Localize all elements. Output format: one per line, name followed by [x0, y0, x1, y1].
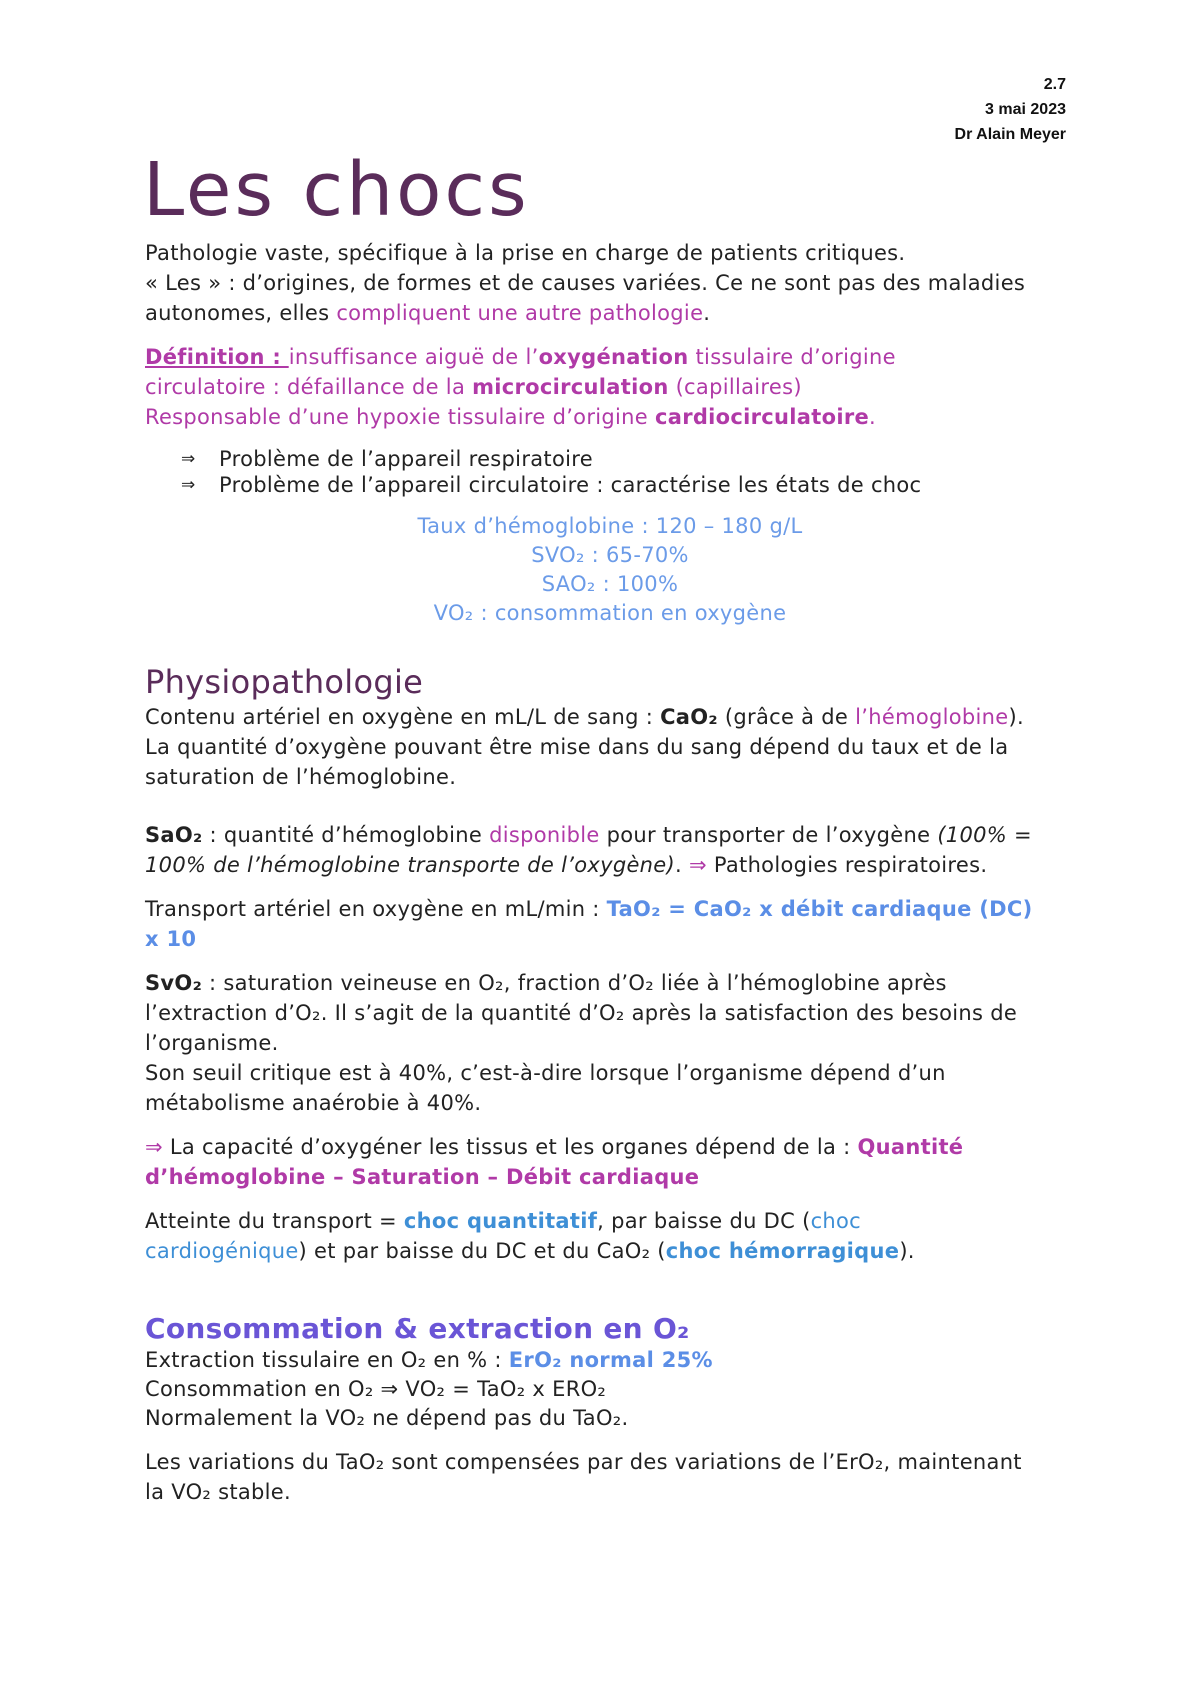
text-line — [145, 820, 1075, 850]
text-span: autonomes, elles — [145, 301, 337, 325]
list-item-text: Problème de l’appareil respiratoire — [219, 447, 593, 471]
reference-values — [145, 512, 1075, 628]
list-item-text: Problème de l’appareil circulatoire : caractérise les états de choc — [219, 473, 922, 497]
text-span: (capillaires) — [668, 375, 802, 399]
arrow-icon: ⇒ — [145, 1135, 163, 1159]
highlight-span: compliquent une autre pathologie — [336, 301, 704, 325]
reference-value: VO₂ : consommation en oxygène — [433, 601, 787, 625]
text-span: insuffisance aiguë de l’ — [288, 345, 539, 369]
bold-term: CaO₂ — [660, 705, 718, 729]
text-line: Son seuil critique est à 40%, c’est-à-dire lorsque l’organisme dépend d’un — [145, 1061, 946, 1085]
text-line — [145, 894, 1075, 924]
text-line — [145, 1236, 1075, 1266]
text-line: l’extraction d’O₂. Il s’agit de la quantité d’O₂ après la satisfaction des besoins de — [145, 1001, 1018, 1025]
definition-paragraph — [145, 342, 1075, 432]
text-line: métabolisme anaérobie à 40%. — [145, 1091, 482, 1115]
bold-term: microcirculation — [472, 375, 669, 399]
definition-line — [145, 372, 1075, 402]
section-heading-physiopathologie: Physiopathologie — [145, 663, 424, 701]
arrow-icon: ⇒ — [688, 853, 707, 877]
text-line: d’hémoglobine – Saturation – Débit cardiaque — [145, 1165, 700, 1189]
text-line — [145, 1346, 1075, 1375]
text-span: : quantité d’hémoglobine — [202, 823, 490, 847]
conso-paragraph-2 — [145, 1447, 1075, 1507]
text-line: l’organisme. — [145, 1031, 279, 1055]
page-title: Les chocs — [143, 147, 530, 233]
text-span: La capacité d’oxygéner les tissus et les organes dépend de la : — [162, 1135, 858, 1159]
intro-line: Pathologie vaste, spécifique à la prise en charge de patients critiques. — [145, 241, 906, 265]
text-line — [145, 1206, 1075, 1236]
text-span: Responsable d’une hypoxie tissulaire d’origine — [145, 405, 655, 429]
physio-paragraph-1 — [145, 702, 1075, 792]
date: 3 mai 2023 — [985, 101, 1066, 118]
arrow-icon: ⇒ — [181, 449, 196, 469]
text-span: tissulaire d’origine — [688, 345, 896, 369]
page-header — [955, 72, 1066, 147]
text-line: Les variations du TaO₂ sont compensées par des variations de l’ErO₂, maintenant — [145, 1450, 1022, 1474]
text-span: . — [703, 301, 711, 325]
bold-term: cardiocirculatoire — [654, 405, 870, 429]
text-line — [145, 702, 1075, 732]
document-body — [143, 147, 1075, 1507]
highlight-term: choc hémorragique — [665, 1239, 900, 1263]
text-line — [145, 968, 1075, 998]
text-line — [145, 850, 1075, 880]
text-span: ) et par baisse du DC et du CaO₂ ( — [298, 1239, 666, 1263]
formula: TaO₂ = CaO₂ x débit cardiaque (DC) — [606, 897, 1033, 921]
text-line: la VO₂ stable. — [145, 1480, 292, 1504]
highlight-term: ErO₂ normal 25% — [508, 1348, 713, 1372]
text-span: Atteinte du transport = — [145, 1209, 404, 1233]
bold-term: oxygénation — [538, 345, 689, 369]
section-heading-consommation: Consommation & extraction en O₂ — [145, 1312, 690, 1345]
text-span: . — [675, 853, 689, 877]
text-line: Normalement la VO₂ ne dépend pas du TaO₂. — [145, 1406, 629, 1430]
bold-term: SaO₂ — [145, 823, 203, 847]
text-span: (grâce à de — [717, 705, 856, 729]
highlight-span: l’hémoglobine — [855, 705, 1009, 729]
italic-span: (100% = — [937, 823, 1032, 847]
intro-paragraph — [145, 238, 1075, 328]
highlight-term: cardiogénique — [145, 1239, 299, 1263]
text-span: circulatoire : défaillance de la — [145, 375, 473, 399]
reference-value: Taux d’hémoglobine : 120 – 180 g/L — [417, 514, 803, 538]
physio-paragraph-6 — [145, 1206, 1075, 1266]
text-span: Pathologies respiratoires. — [706, 853, 988, 877]
definition-line — [145, 342, 1075, 372]
italic-span: 100% de l’hémoglobine transporte de l’oxygène) — [145, 853, 676, 877]
list-item — [181, 472, 1075, 498]
text-span: : saturation veineuse en O₂, fraction d’O₂ liée à l’hémoglobine après — [202, 971, 947, 995]
text-span: . — [869, 405, 877, 429]
highlight-term: choc — [810, 1209, 862, 1233]
physio-paragraph-5 — [145, 1132, 1075, 1192]
intro-line: « Les » : d’origines, de formes et de causes variées. Ce ne sont pas des maladies — [145, 271, 1026, 295]
text-line: La quantité d’oxygène pouvant être mise dans du sang dépend du taux et de la — [145, 735, 1009, 759]
text-line: Consommation en O₂ ⇒ VO₂ = TaO₂ x ERO₂ — [145, 1377, 607, 1401]
text-span: ). — [1008, 705, 1024, 729]
text-span: pour transporter de l’oxygène — [599, 823, 938, 847]
list-item — [181, 446, 1075, 472]
reference-value: SVO₂ : 65-70% — [531, 543, 689, 567]
arrow-list — [145, 446, 1075, 498]
section-number: 2.7 — [1043, 76, 1066, 93]
text-span: Extraction tissulaire en O₂ en % : — [145, 1348, 509, 1372]
text-span: Contenu artériel en oxygène en mL/L de sang : — [145, 705, 661, 729]
definition-line — [145, 402, 1075, 432]
bold-term: Quantité — [857, 1135, 964, 1159]
text-span: ). — [899, 1239, 915, 1263]
text-line — [145, 1132, 1075, 1162]
arrow-icon: ⇒ — [181, 475, 196, 495]
text-line: x 10 — [145, 927, 197, 951]
physio-paragraph-2 — [145, 820, 1075, 880]
text-span: Transport artériel en oxygène en mL/min : — [145, 897, 607, 921]
conso-paragraph-1 — [145, 1346, 1075, 1433]
highlight-term: choc quantitatif — [403, 1209, 598, 1233]
bold-term: SvO₂ — [145, 971, 203, 995]
highlight-span: disponible — [489, 823, 600, 847]
physio-paragraph-3 — [145, 894, 1075, 954]
text-span: , par baisse du DC ( — [597, 1209, 811, 1233]
author: Dr Alain Meyer — [954, 126, 1066, 143]
intro-line — [145, 298, 1075, 328]
definition-label: Définition : — [145, 345, 289, 369]
reference-value: SAO₂ : 100% — [541, 572, 679, 596]
text-line: saturation de l’hémoglobine. — [145, 765, 457, 789]
physio-paragraph-4 — [145, 968, 1075, 1118]
